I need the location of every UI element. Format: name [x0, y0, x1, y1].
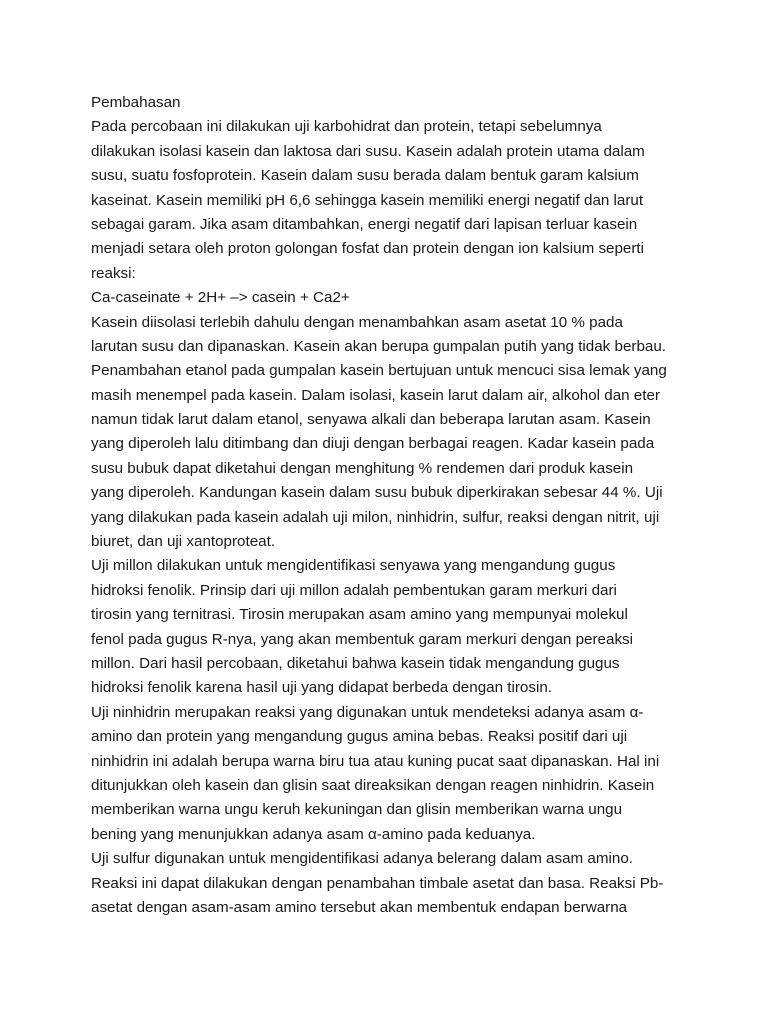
text-line: yang diperoleh. Kandungan kasein dalam susu bubuk diperkirakan sebesar 44 %. Uji — [91, 484, 663, 502]
text-line: amino dan protein yang mengandung gugus amina bebas. Reaksi positif dari uji — [91, 728, 628, 746]
text-line: hidroksi fenolik karena hasil uji yang didapat berbeda dengan tirosin. — [91, 679, 552, 697]
document-body — [91, 91, 691, 920]
text-line: susu bubuk dapat diketahui dengan menghitung % rendemen dari produk kasein — [91, 459, 634, 477]
text-line: hidroksi fenolik. Prinsip dari uji millon adalah pembentukan garam merkuri dari — [91, 581, 617, 599]
text-line: yang dilakukan pada kasein adalah uji milon, ninhidrin, sulfur, reaksi dengan nitrit, uji — [91, 508, 660, 526]
text-line: susu, suatu fosfoprotein. Kasein dalam susu berada dalam bentuk garam kalsium — [91, 167, 639, 185]
text-line: fenol pada gugus R-nya, yang akan membentuk garam merkuri dengan pereaksi — [91, 630, 634, 648]
text-line: kaseinat. Kasein memiliki pH 6,6 sehingga kasein memiliki energi negatif dan larut — [91, 191, 644, 209]
heading-pembahasan: Pembahasan — [91, 94, 181, 111]
text-line: biuret, dan uji xantoproteat. — [91, 533, 276, 551]
text-line: Penambahan etanol pada gumpalan kasein bertujuan untuk mencuci sisa lemak yang — [91, 362, 667, 380]
reaction-equation: Ca-caseinate + 2H+ –> casein + Ca2+ — [91, 289, 350, 307]
text-line: Uji ninhidrin merupakan reaksi yang digunakan untuk mendeteksi adanya asam α- — [91, 703, 644, 721]
text-line: Uji millon dilakukan untuk mengidentifikasi senyawa yang mengandung gugus — [91, 557, 616, 575]
text-line: ninhidrin ini adalah berupa warna biru tua atau kuning pucat saat dipanaskan. Hal ini — [91, 752, 660, 770]
text-line: larutan susu dan dipanaskan. Kasein akan berupa gumpalan putih yang tidak berbau. — [91, 337, 667, 355]
text-line: masih menempel pada kasein. Dalam isolasi, kasein larut dalam air, alkohol dan eter — [91, 386, 660, 404]
text-line: Reaksi ini dapat dilakukan dengan penambahan timbale asetat dan basa. Reaksi Pb- — [91, 874, 664, 892]
text-line: menjadi setara oleh proton golongan fosfat dan protein dengan ion kalsium seperti — [91, 240, 645, 258]
text-line: memberikan warna ungu keruh kekuningan dan glisin memberikan warna ungu — [91, 801, 623, 819]
text-line: namun tidak larut dalam etanol, senyawa alkali dan beberapa larutan asam. Kasein — [91, 411, 651, 429]
text-line: millon. Dari hasil percobaan, diketahui bahwa kasein tidak mengandung gugus — [91, 654, 620, 672]
text-line: Pada percobaan ini dilakukan uji karbohidrat dan protein, tetapi sebelumnya — [91, 118, 602, 136]
text-line: tirosin yang ternitrasi. Tirosin merupakan asam amino yang mempunyai molekul — [91, 606, 628, 624]
text-line: Uji sulfur digunakan untuk mengidentifikasi adanya belerang dalam asam amino. — [91, 850, 634, 868]
text-line: ditunjukkan oleh kasein dan glisin saat direaksikan dengan reagen ninhidrin. Kasein — [91, 776, 655, 794]
text-line: asetat dengan asam-asam amino tersebut akan membentuk endapan berwarna — [91, 898, 628, 916]
text-line: sebagai garam. Jika asam ditambahkan, energi negatif dari lapisan terluar kasein — [91, 215, 638, 233]
text-line: Kasein diisolasi terlebih dahulu dengan menambahkan asam asetat 10 % pada — [91, 313, 623, 331]
text-line: bening yang menunjukkan adanya asam α-amino pada keduanya. — [91, 825, 536, 843]
text-line: dilakukan isolasi kasein dan laktosa dari susu. Kasein adalah protein utama dalam — [91, 142, 645, 160]
text-line: yang diperoleh lalu ditimbang dan diuji dengan berbagai reagen. Kadar kasein pada — [91, 435, 655, 453]
text-line: reaksi: — [91, 264, 136, 282]
